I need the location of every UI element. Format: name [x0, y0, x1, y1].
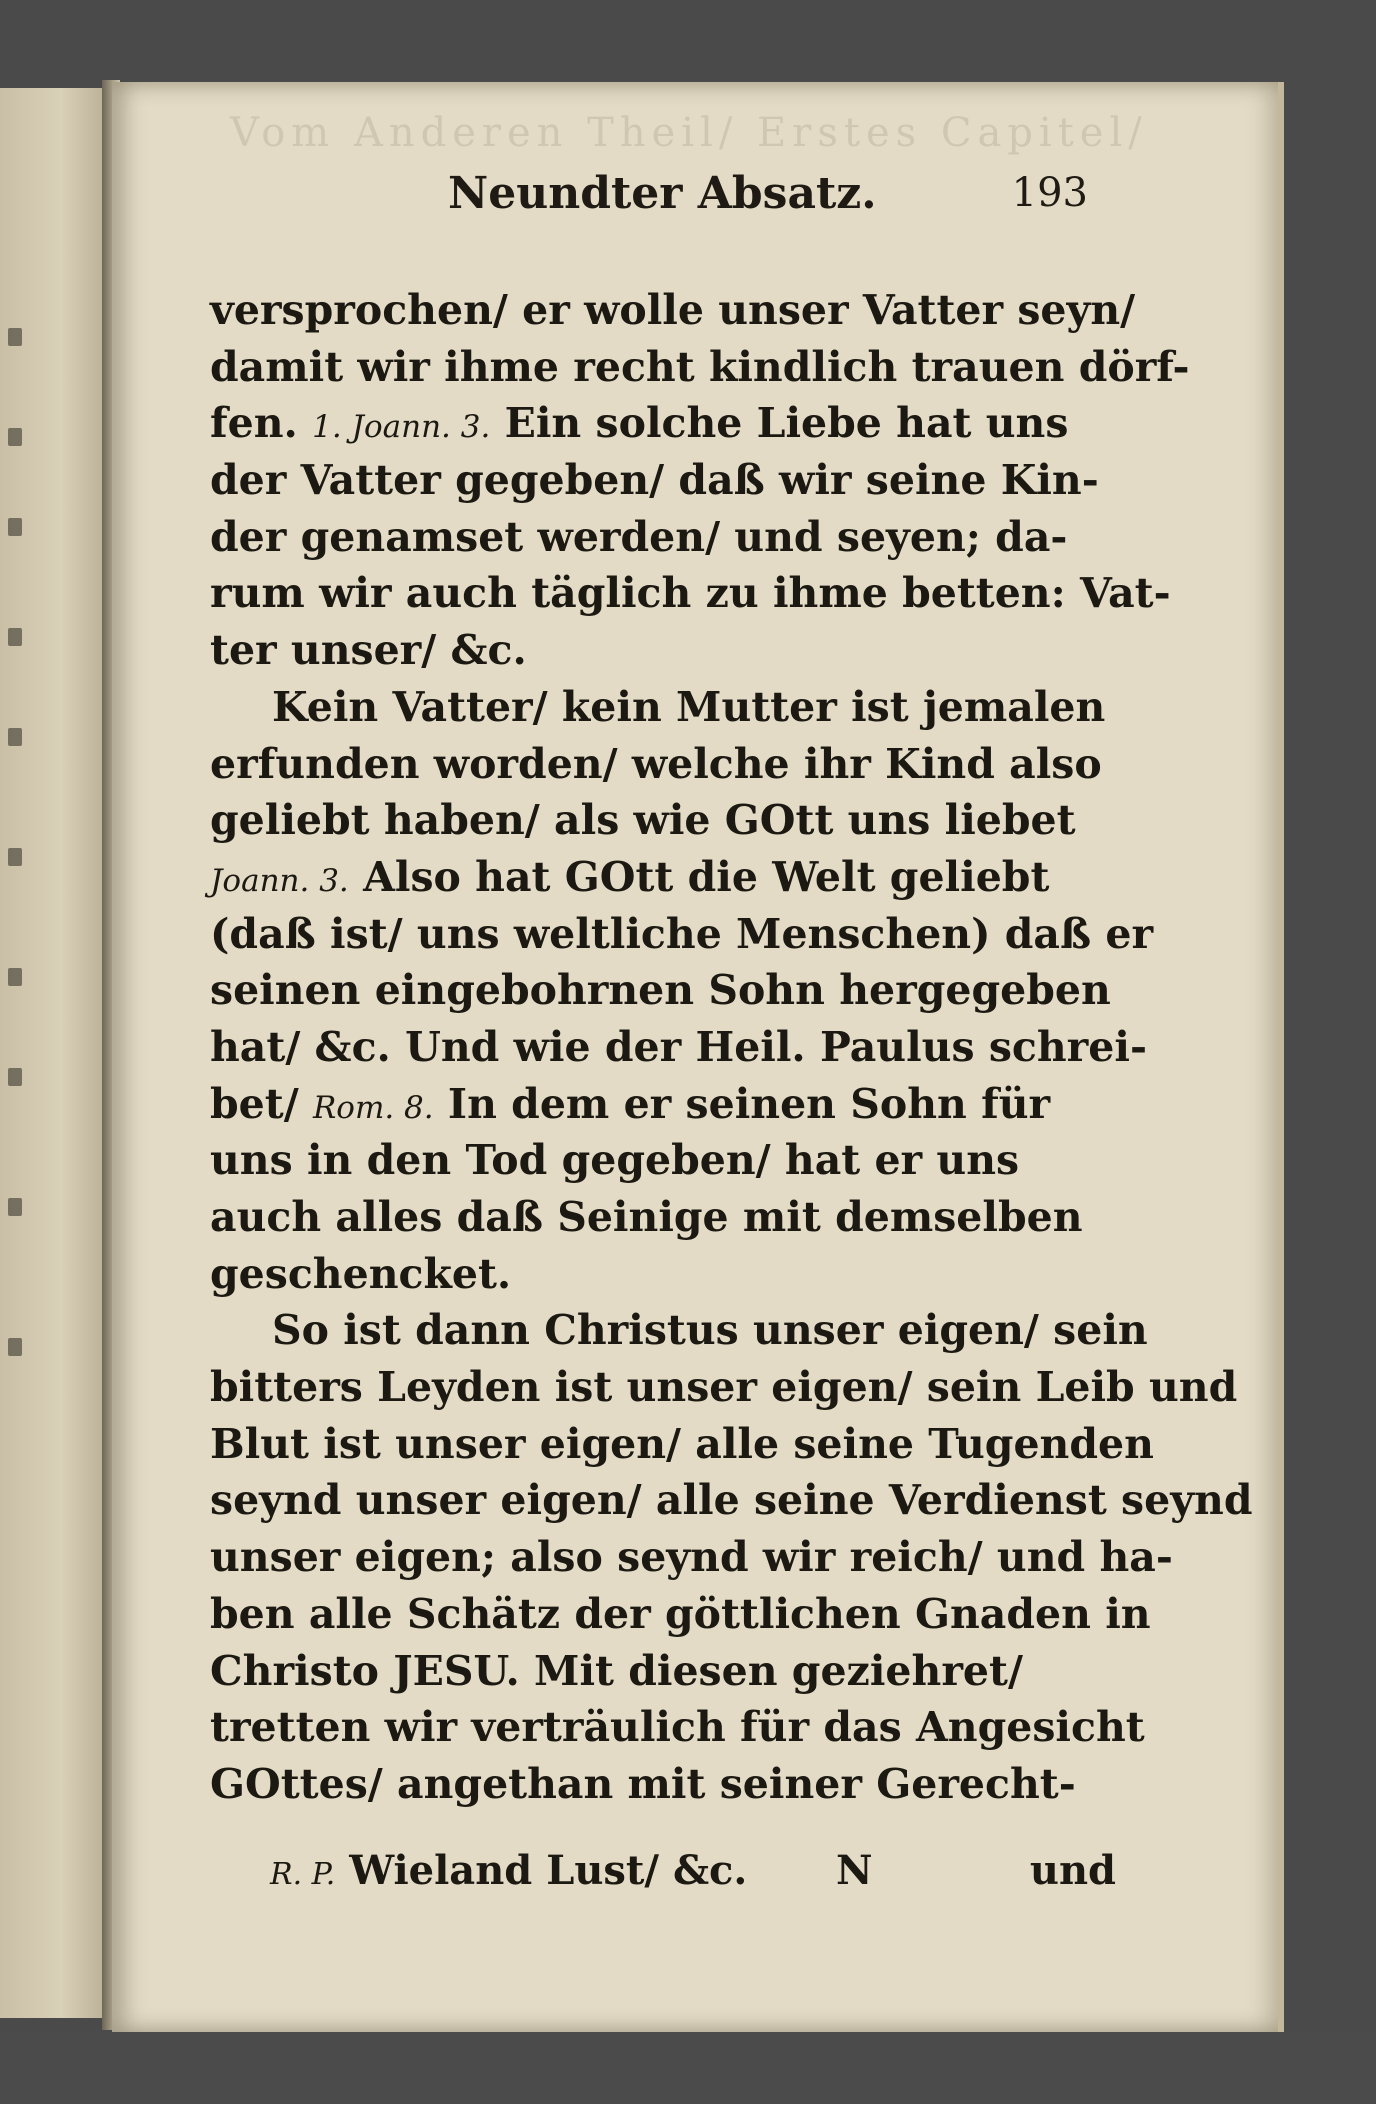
text-run: damit wir ihme recht kindlich trauen dörf- — [210, 342, 1190, 391]
text-run: GOttes/ angethan mit seiner Gerecht- — [210, 1759, 1076, 1808]
text-line — [210, 395, 1122, 452]
text-run: bet/ — [210, 1079, 313, 1128]
scanner-background — [0, 2032, 1376, 2104]
text-run: unser eigen; also seynd wir reich/ und ha- — [210, 1533, 1173, 1582]
facing-page-ink-mark — [8, 968, 22, 986]
facing-page-ink-mark — [8, 428, 22, 446]
page-footer — [270, 1847, 1120, 1901]
text-line — [210, 1359, 1238, 1416]
text-run: seynd unser eigen/ alle seine Verdienst seynd — [210, 1476, 1253, 1525]
facing-page-ink-mark — [8, 1198, 22, 1216]
text-line — [210, 1246, 1122, 1303]
text-run: ben alle Schätz der göttlichen Gnaden in — [210, 1589, 1151, 1638]
text-run: fen. — [210, 399, 313, 448]
text-line — [210, 1189, 1122, 1246]
text-line — [210, 1076, 1122, 1133]
text-line — [210, 1529, 1173, 1586]
text-line — [210, 679, 1122, 736]
text-run: seinen eingebohrnen Sohn hergegeben — [210, 966, 1111, 1015]
text-line — [210, 1132, 1122, 1189]
text-run: erfunden worden/ welche ihr Kind also — [210, 739, 1102, 788]
text-run: (daß ist/ uns weltliche Menschen) daß er — [210, 909, 1154, 958]
text-line — [210, 1472, 1253, 1529]
sheet-signature: N — [836, 1847, 873, 1894]
footer-author-line — [270, 1847, 747, 1894]
text-line — [210, 565, 1171, 622]
text-line — [210, 792, 1122, 849]
facing-page-ink-mark — [8, 628, 22, 646]
text-line — [210, 1699, 1145, 1756]
facing-page-ink-mark — [8, 728, 22, 746]
text-line — [210, 509, 1122, 566]
text-run: geliebt haben/ als wie GOtt uns liebet — [210, 796, 1076, 845]
page-number: 193 — [1011, 170, 1088, 216]
body-text — [210, 282, 1253, 1813]
text-line — [210, 736, 1122, 793]
catchword: und — [1029, 1847, 1116, 1894]
text-line — [210, 1756, 1122, 1813]
facing-page-ink-mark — [8, 848, 22, 866]
text-line — [210, 452, 1122, 509]
text-run: bitters Leyden ist unser eigen/ sein Leib und — [210, 1363, 1238, 1412]
facing-page-edge — [0, 88, 104, 2018]
text-run: So ist dann Christus unser eigen/ sein — [272, 1306, 1148, 1355]
show-through-text: Vom Anderen Theil/ Erstes Capitel/ — [230, 110, 1148, 156]
scripture-citation: 1. Joann. 3. — [312, 409, 491, 446]
text-run: der Vatter gegeben/ daß wir seine Kin- — [210, 456, 1099, 505]
text-run: versprochen/ er wolle unser Vatter seyn/ — [210, 286, 1136, 334]
text-run: tretten wir verträulich für das Angesicht — [210, 1703, 1145, 1752]
text-line — [210, 906, 1154, 963]
running-title: Neundter Absatz. — [448, 168, 877, 219]
text-line — [210, 1586, 1151, 1643]
text-run: Blut ist unser eigen/ alle seine Tugenden — [210, 1419, 1154, 1468]
text-run: Kein Vatter/ kein Mutter ist jemalen — [272, 682, 1106, 731]
text-run: uns in den Tod gegeben/ hat er uns — [210, 1136, 1020, 1185]
text-run: Also hat GOtt die Welt geliebt — [348, 852, 1050, 901]
text-line — [210, 282, 1136, 339]
text-line — [210, 1643, 1122, 1700]
facing-page-ink-mark — [8, 328, 22, 346]
scripture-citation: Joann. 3. — [210, 862, 349, 899]
text-run: In dem er seinen Sohn für — [433, 1079, 1051, 1128]
facing-page-ink-mark — [8, 1338, 22, 1356]
page-header — [448, 168, 1088, 224]
scripture-citation: Rom. 8. — [312, 1089, 434, 1126]
text-line — [210, 849, 1122, 906]
facing-page-ink-mark — [8, 518, 22, 536]
author-initials: R. P. — [270, 1857, 336, 1892]
text-line — [210, 622, 1122, 679]
text-line — [210, 339, 1190, 396]
text-run: Christo JESU. Mit diesen geziehret/ — [210, 1646, 1023, 1695]
text-run: ter unser/ &c. — [210, 626, 527, 675]
text-line — [210, 1302, 1148, 1359]
author-work: Wieland Lust/ &c. — [349, 1847, 748, 1894]
text-line — [210, 1416, 1154, 1473]
text-line — [210, 1019, 1147, 1076]
text-run: der genamset werden/ und seyen; da- — [210, 512, 1068, 561]
facing-page-ink-mark — [8, 1068, 22, 1086]
text-run: geschencket. — [210, 1249, 512, 1298]
text-line — [210, 962, 1122, 1019]
text-run: Ein solche Liebe hat uns — [490, 399, 1069, 448]
text-run: auch alles daß Seinige mit demselben — [210, 1193, 1083, 1241]
text-run: hat/ &c. Und wie der Heil. Paulus schrei- — [210, 1022, 1147, 1071]
text-run: rum wir auch täglich zu ihme betten: Vat- — [210, 569, 1171, 618]
